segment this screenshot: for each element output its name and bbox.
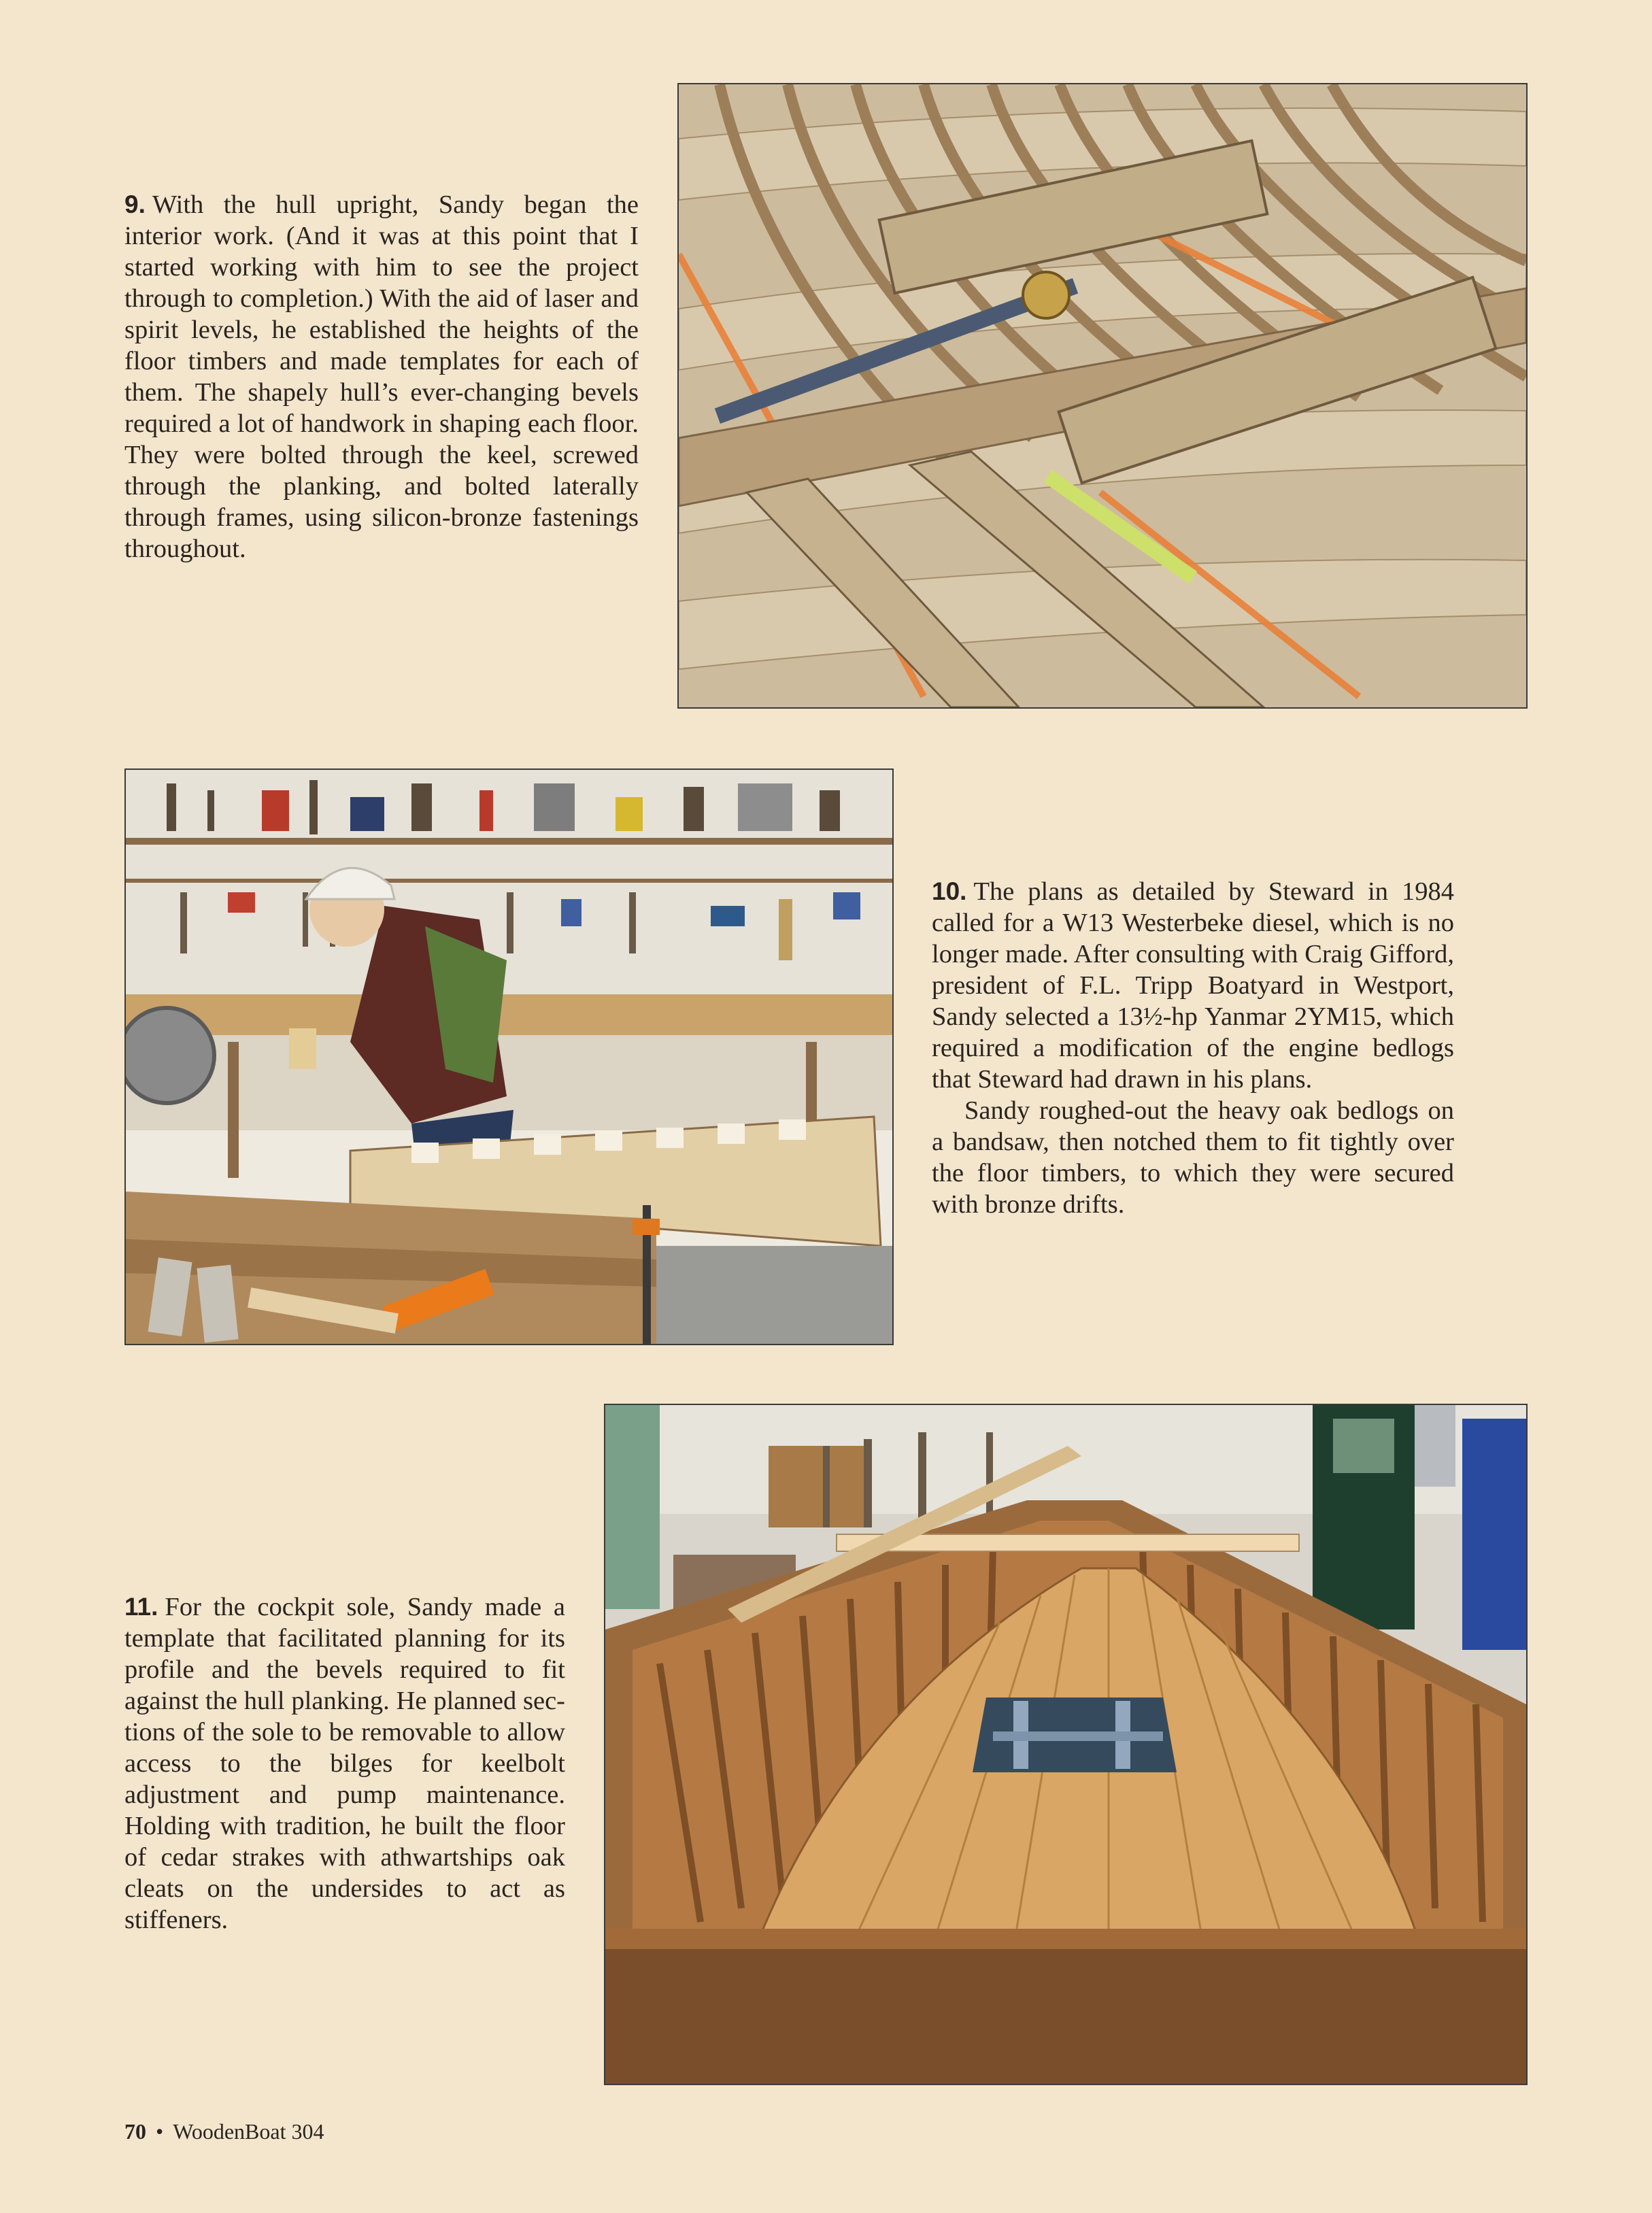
caption-10-text-1: The plans as detailed by Steward in 1984 called for a W13 Westerbeke diesel, which is no longer made. After consulting with Craig Gifford, president of F.L. Tripp Boatyard in Westport, Sandy selected a 13½-hp Yanmar 2YM15, which required a modification of the engine bedlogs that Steward had drawn in his plans. — [932, 877, 1454, 1094]
floor-timbers-illustration — [679, 84, 1526, 707]
caption-10-number: 10. — [932, 877, 967, 905]
footer-separator: • — [156, 2119, 164, 2144]
workshop-illustration — [126, 770, 892, 1344]
page-number: 70 — [124, 2119, 146, 2144]
caption-11-text: For the cockpit sole, Sandy made a template that facilitated planning for its profile and the bevels required to fit against the hull planking. He planned sections of the sole to be removable to allow access to the bilges for keelbolt adjustment and pump maintenance. Holding with tradition, he built the floor of cedar strakes with athwartships oak cleats on the undersides to act as stiffeners. — [124, 1593, 565, 1934]
caption-11-number: 11. — [124, 1593, 158, 1621]
caption-9-text: With the hull upright, Sandy began the interior work. (And it was at this point that I started working with him to see the project through to completion.) With the aid of laser and spirit levels, he established the heights of the floor timbers and made templates for each of them. The shapely hull’s ever-changing bevels required a lot of handwork in shaping each floor. They were bolted through the keel, screwed through the planking, and bolted laterally through frames, using silicon-bronze fastenings throughout. — [124, 190, 639, 563]
caption-9-number: 9. — [124, 190, 146, 218]
photo-floor-timbers — [677, 83, 1528, 709]
page-footer — [124, 2119, 324, 2144]
caption-10 — [932, 876, 1454, 1220]
caption-11 — [124, 1591, 565, 1936]
caption-10-text-2: Sandy roughed-out the heavy oak bedlogs on a bandsaw, then notched them to fit tightly over the floor timbers, to which they were secured with bronze drifts. — [932, 1096, 1454, 1219]
caption-9 — [124, 189, 639, 564]
publication-name: WoodenBoat 304 — [173, 2119, 324, 2144]
photo-workshop-bedlogs — [124, 768, 894, 1345]
cockpit-sole-illustration — [605, 1405, 1526, 2084]
photo-cockpit-sole — [604, 1404, 1528, 2085]
